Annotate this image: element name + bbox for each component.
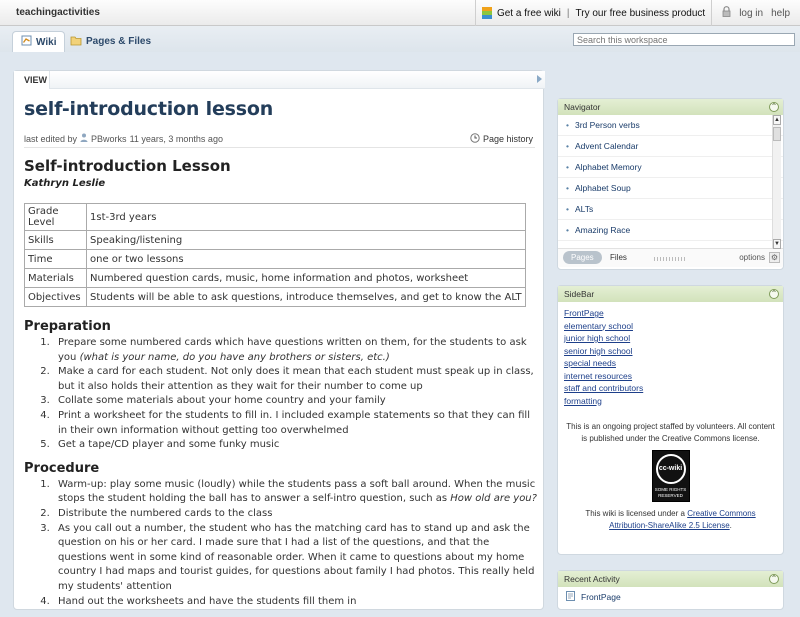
sidebar-title: SideBar: [564, 289, 595, 299]
options-link[interactable]: options: [739, 253, 765, 262]
edited-prefix: last edited by: [24, 133, 78, 144]
list-item[interactable]: [558, 178, 783, 199]
list-item: 2. Distribute the numbered cards to the class: [53, 507, 539, 522]
collapse-toggle-icon[interactable]: ⌃: [770, 289, 778, 298]
navigator-item-label: Advent Calendar: [574, 141, 639, 151]
list-item[interactable]: [558, 220, 783, 241]
tab-pages-files-label: Pages & Files: [86, 36, 152, 47]
list-item-text: Warm-up: play some music (loudly) while the students pass a soft ball around. When the music stops the student holding the ball has to answer a self-intro question, such as: [58, 478, 536, 505]
bullet-icon: •: [566, 204, 569, 214]
collapse-toggle-icon[interactable]: ⌃: [770, 574, 778, 583]
table-cell: Numbered question cards, music, home information and photos, worksheet: [87, 269, 526, 288]
table-row: [25, 231, 526, 250]
editor-name[interactable]: PBworks: [91, 133, 127, 144]
login-link[interactable]: log in: [739, 7, 764, 19]
tab-pages-files[interactable]: [62, 31, 159, 52]
page-edit-icon: [566, 591, 575, 603]
recent-activity-panel: [557, 570, 784, 610]
list-item[interactable]: [558, 115, 783, 136]
business-product-link[interactable]: Try our free business product: [575, 7, 706, 19]
table-cell: Students will be able to ask questions, introduce themselves, and get to know the ALT: [87, 288, 526, 307]
navigator-item-label: Amazing Race: [574, 225, 631, 235]
table-cell: Grade Level: [25, 204, 87, 231]
edited-time: 11 years, 3 months ago: [129, 133, 223, 144]
navigator-panel: [557, 98, 784, 270]
folder-icon: [70, 35, 82, 49]
sidebar-link[interactable]: FrontPage: [564, 308, 604, 318]
list-item-text: Prepare some numbered cards which have questions written on them, for the students to ask you: [58, 337, 527, 363]
lesson-heading: Self-introduction Lesson: [24, 157, 231, 175]
collapse-arrow-icon[interactable]: [537, 75, 542, 83]
list-item[interactable]: [558, 587, 783, 607]
scroll-thumb[interactable]: [773, 127, 781, 141]
lesson-author: Kathryn Leslie: [24, 178, 106, 189]
sidebar-link[interactable]: senior high school: [564, 345, 633, 356]
preparation-heading: Preparation: [24, 319, 111, 334]
pages-toggle-button[interactable]: Pages: [563, 251, 602, 264]
table-cell: Materials: [25, 269, 87, 288]
preparation-list: [24, 336, 539, 453]
list-item: 3. Collate some materials about your home country and your family: [53, 394, 539, 409]
list-item: 5. Get a tape/CD player and some funky music: [53, 438, 539, 453]
main-content-panel: [13, 70, 544, 610]
table-cell: Skills: [25, 231, 87, 250]
list-item[interactable]: [558, 199, 783, 220]
list-item: [53, 478, 539, 507]
navigator-item-label: Alphabet Soup: [574, 183, 631, 193]
cc-wiki-badge[interactable]: [652, 450, 690, 502]
sidebar-link[interactable]: elementary school: [564, 320, 633, 331]
help-link[interactable]: help: [771, 7, 790, 19]
table-row: [25, 269, 526, 288]
license-end: .: [729, 521, 732, 530]
list-item[interactable]: [558, 157, 783, 178]
table-cell: Time: [25, 250, 87, 269]
page-body: [24, 157, 539, 617]
scroll-up-icon[interactable]: ▲: [774, 117, 780, 123]
procedure-heading: Procedure: [24, 460, 100, 476]
gear-icon[interactable]: ⚙: [770, 253, 779, 262]
list-item: 4. Hand out the worksheets and have the students fill them in: [53, 595, 539, 610]
table-row: [25, 288, 526, 307]
table-row: [25, 204, 526, 231]
sidebar-link[interactable]: junior high school: [564, 333, 631, 343]
bullet-icon: •: [566, 183, 569, 193]
license-link[interactable]: Attribution-ShareAlike 2.5 License: [609, 521, 730, 530]
bullet-icon: •: [566, 120, 569, 130]
list-item-example: How old are you?: [450, 493, 537, 505]
tab-wiki[interactable]: [12, 31, 65, 52]
navigator-item-label: ALTs: [574, 204, 594, 214]
procedure-list: [24, 478, 539, 609]
sidebar-panel: [557, 285, 784, 555]
workspace-name[interactable]: teachingactivities: [16, 7, 100, 18]
recent-activity-header: [558, 571, 783, 587]
recent-activity-title: Recent Activity: [564, 574, 620, 584]
navigator-header: [558, 99, 783, 115]
view-tab-bar: [14, 71, 545, 89]
recent-item-label: FrontPage: [581, 592, 621, 602]
license-notice: [558, 502, 783, 532]
bullet-icon: •: [566, 162, 569, 172]
navigator-title: Navigator: [564, 102, 601, 112]
list-item: 4. Print a worksheet for the students to fill in. I included example statements so that they can fill in their own information without getting too overwhelmed: [53, 409, 539, 438]
navigator-footer: [558, 249, 783, 267]
bullet-icon: •: [566, 225, 569, 235]
page-history-label: Page history: [482, 134, 533, 144]
files-toggle-button[interactable]: Files: [610, 253, 627, 262]
top-bar: [0, 0, 800, 26]
divider: [24, 147, 535, 148]
sidebar-links: [558, 302, 783, 407]
tab-view[interactable]: VIEW: [14, 71, 50, 89]
scroll-down-icon[interactable]: ▼: [774, 241, 780, 247]
tab-wiki-label: Wiki: [36, 36, 57, 48]
last-edited-line: [24, 133, 223, 144]
list-item-example: (what is your name, do you have any brothers or sisters, etc.): [79, 351, 390, 363]
table-cell: 1st-3rd years: [87, 204, 526, 231]
history-clock-icon: [470, 133, 480, 145]
page-history-link[interactable]: [470, 133, 533, 145]
table-cell: Objectives: [25, 288, 87, 307]
get-free-wiki-link[interactable]: Get a free wiki: [496, 7, 561, 19]
table-cell: one or two lessons: [87, 250, 526, 269]
lock-icon: [722, 6, 731, 20]
sidebar-link[interactable]: staff and contributors: [564, 383, 644, 393]
wiki-page-icon: [21, 35, 32, 49]
sidebar-link[interactable]: internet resources: [564, 370, 633, 381]
navigator-list: [558, 115, 783, 249]
navigator-item-label: 3rd Person verbs: [574, 120, 640, 130]
table-row: [25, 250, 526, 269]
lesson-info-table: [24, 203, 526, 307]
navigator-scrollbar[interactable]: [772, 115, 781, 249]
list-item: 3. As you call out a number, the student who has the matching card has to stand up and ask the question on his or her card. I made sure that I had a list of the questions, and that the questions went in some kind of reasonable order. When it came to questions about my home country I had maps and tourist guides, for questions about family I had photos. This really held my students' attention: [53, 522, 539, 595]
sidebar-header: [558, 286, 783, 302]
sidebar-link[interactable]: special needs: [564, 358, 616, 368]
collapse-toggle-icon[interactable]: ⌃: [770, 102, 778, 111]
cc-badge-label: cc-wiki: [656, 454, 686, 484]
bullet-icon: •: [566, 141, 569, 151]
pbworks-logo-icon: [482, 7, 492, 19]
license-link[interactable]: Creative Commons: [687, 509, 756, 518]
list-item: 2. Make a card for each student. Not only does it mean that each student must speak up in class, but it also holds their attention as they wait for their number to come up: [53, 365, 539, 394]
cc-badge-rights: SOME RIGHTS RESERVED: [654, 487, 687, 498]
resize-grip[interactable]: [654, 257, 686, 261]
separator-pipe: |: [566, 7, 570, 19]
license-prefix: This wiki is licensed under a: [585, 509, 685, 518]
list-item: [53, 336, 539, 365]
list-item[interactable]: [558, 136, 783, 157]
sidebar-link[interactable]: formatting: [564, 395, 602, 406]
navigator-item-label: Alphabet Memory: [574, 162, 642, 172]
cc-notice: This is an ongoing project staffed by volunteers. All content is published under the Creative Commons license.: [566, 422, 775, 443]
search-input[interactable]: [573, 33, 795, 46]
table-cell: Speaking/listening: [87, 231, 526, 250]
page-title: self-introduction lesson: [24, 98, 274, 120]
user-icon: [80, 133, 88, 144]
